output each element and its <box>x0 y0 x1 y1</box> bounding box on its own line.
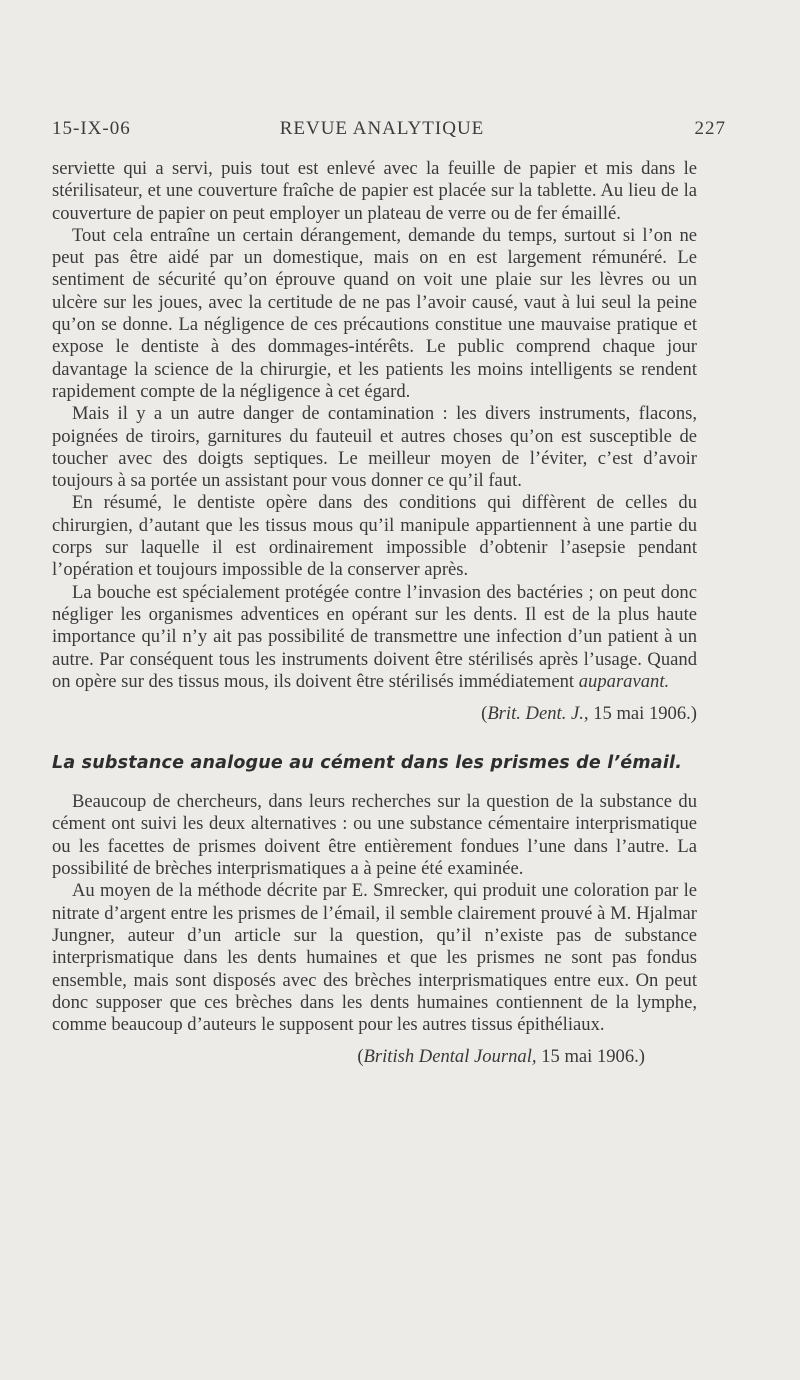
article-continued <box>52 158 697 725</box>
paragraph-text: La bouche est spécialement protégée contre l’invasion des bactéries ; on peut donc négliger les organismes adventices en opérant sur les dents. Il est de la plus haute importance qu’il n’y ait pas possibilité de transmettre une infection d’un patient à un autre. Par conséquent tous les instruments doivent être stérilisés après l’usage. Quand on opère sur des tissus mous, ils doivent être stérilisés immédiatement <box>52 581 697 692</box>
header-title: REVUE ANALYTIQUE <box>279 118 485 139</box>
page-number: 227 <box>694 118 726 139</box>
paragraph: En résumé, le dentiste opère dans des conditions qui diffèrent de celles du chirurgien, d’autant que les tissus mous qu’il manipule appartiennent à une partie du corps sur laquelle il est ordinairement impossible d’obtenir l’asepsie pendant l’opération et toujours impossible de la conserver après. <box>52 492 697 581</box>
article-heading: La substance analogue au cément dans les prismes de l’émail. <box>52 753 683 774</box>
article-cement-substance <box>52 751 697 1068</box>
page-body <box>52 158 697 1068</box>
paragraph: Beaucoup de chercheurs, dans leurs recherches sur la question de la substance du cément ont suivi les deux alternatives : ou une substance cémentaire interprismatique ou les facettes de prismes doivent être entièrement fondues l’une dans l’autre. La possibilité de brèches interprismatiques a à peine été examinée. <box>52 791 697 880</box>
paragraph: serviette qui a servi, puis tout est enlevé avec la feuille de papier et mis dans le stérilisateur, et une couverture fraîche de papier est placée sur la tablette. Au lieu de la couverture de papier on peut employer un plateau de verre ou de fer émaillé. <box>52 158 697 224</box>
citation-open: ( <box>481 703 488 725</box>
paragraph <box>52 582 697 693</box>
citation-source: British Dental Journal, <box>363 1046 537 1068</box>
paragraph-italic-text: auparavant. <box>578 670 670 692</box>
citation-date: 15 mai 1906.) <box>536 1046 645 1068</box>
paragraph: Mais il y a un autre danger de contamination : les divers instruments, flacons, poignées de tiroirs, garnitures du fauteuil et autres choses qu’on est susceptible de toucher avec des doigts septiques. Le meilleur moyen de l’éviter, c’est d’avoir toujours à sa portée un assistant pour vous donner ce qu’il faut. <box>52 403 697 492</box>
header-date: 15-IX-06 <box>52 118 131 139</box>
citation <box>52 703 697 725</box>
citation <box>52 1046 645 1068</box>
citation-source: Brit. Dent. J., <box>487 703 589 725</box>
citation-open: ( <box>357 1046 364 1068</box>
paragraph: Tout cela entraîne un certain dérangement, demande du temps, surtout si l’on ne peut pas être aidé par un domestique, mais on en est largement rémunéré. Le sentiment de sécurité qu’on éprouve quand on voit une plaie sur les lèvres ou un ulcère sur les joues, avec la certitude de ne pas l’avoir causé, vaut à lui seul la peine qu’on se donne. La négligence de ces précautions constitue une mauvaise pratique et expose le dentiste à des dommages-intérêts. Le public comprend chaque jour davantage la science de la chirurgie, et les patients les moins intelligents se rendent rapidement compte de la négligence à cet égard. <box>52 224 697 402</box>
paragraph: Au moyen de la méthode décrite par E. Smrecker, qui produit une coloration par le nitrate d’argent entre les prismes de l’émail, il semble clairement prouvé à M. Hjalmar Jungner, auteur d’un article sur la question, qu’il n’existe pas de substance interprismatique dans les dents humaines et que les prismes ne sont pas fondus ensemble, mais sont disposés avec des brèches interprismatiques entre eux. On peut donc supposer que ces brèches dans les dents humaines contiennent de la lymphe, comme beaucoup d’auteurs le supposent pour les autres tissus épithéliaux. <box>52 880 697 1036</box>
citation-date: 15 mai 1906.) <box>588 703 697 725</box>
running-header <box>52 118 726 148</box>
